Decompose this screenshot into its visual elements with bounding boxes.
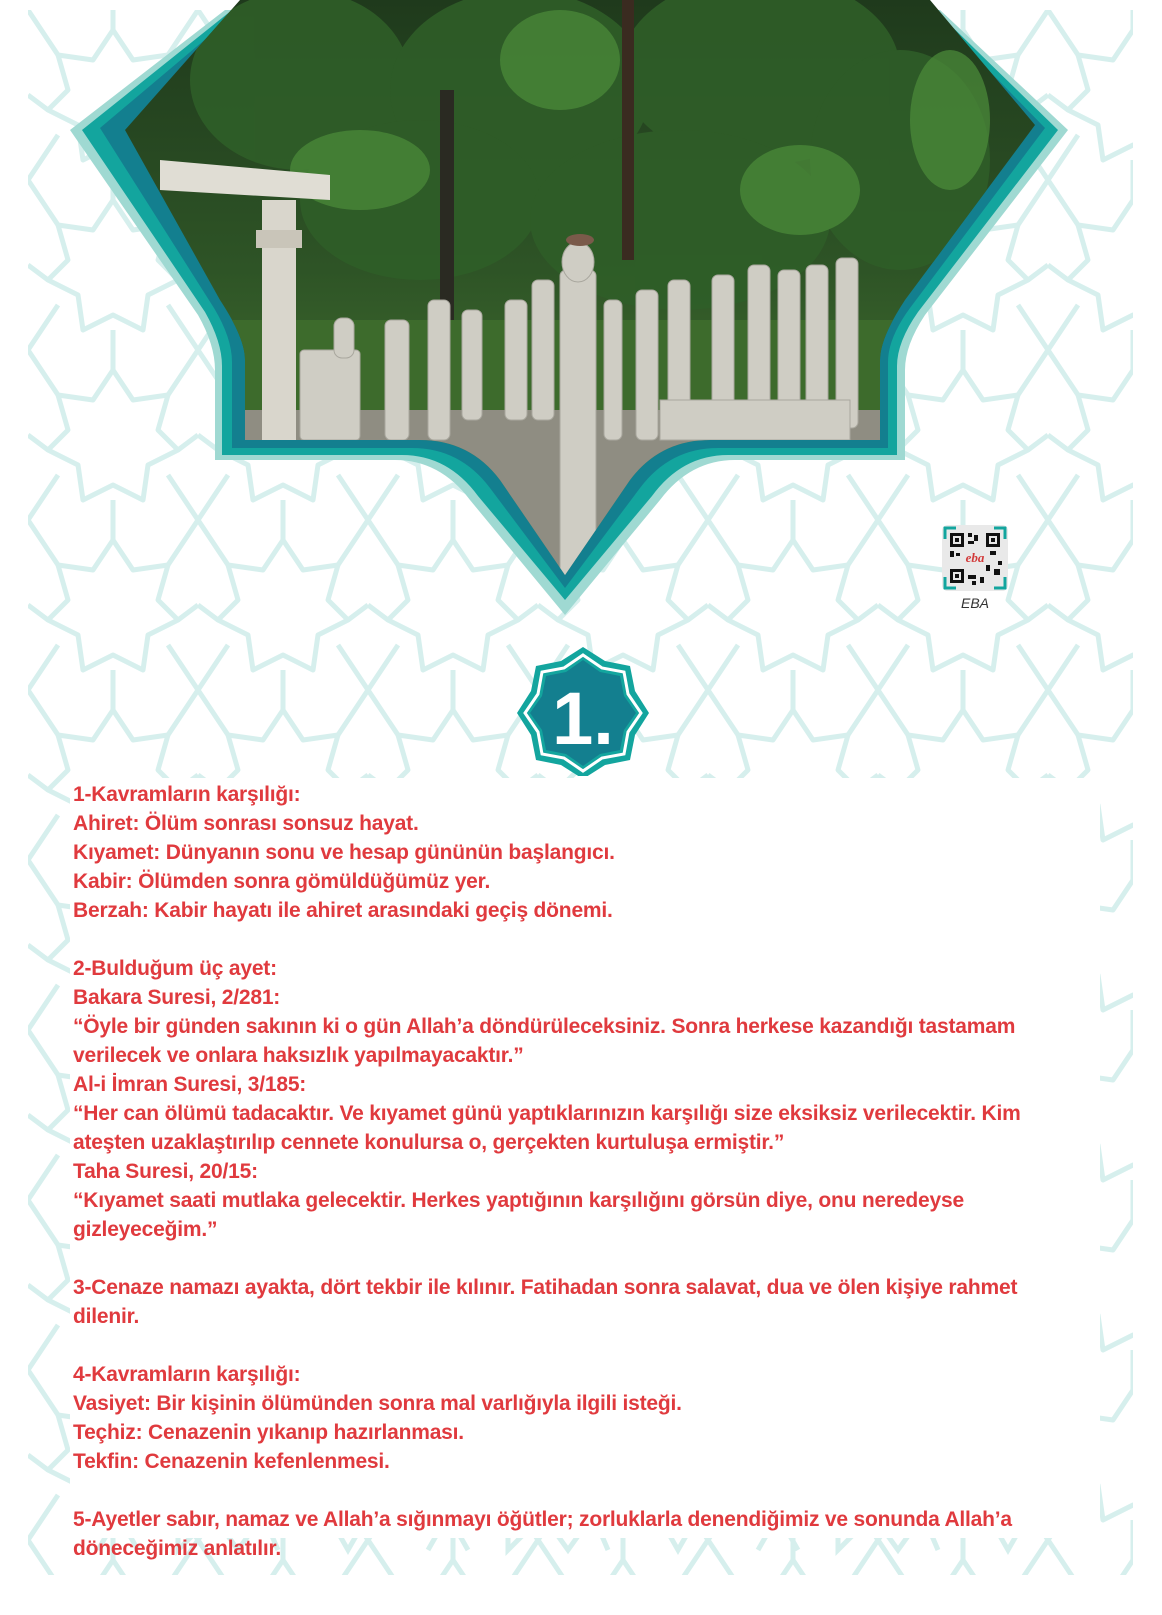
verse-ref: Taha Suresi, 20/15: [73, 1160, 258, 1183]
verse-ref: Al-i İmran Suresi, 3/185: [73, 1073, 307, 1096]
spacer [73, 1476, 1103, 1505]
section-4-title: 4-Kavramların karşılığı: [73, 1363, 301, 1386]
answer-key-content [73, 780, 1103, 1563]
section-1-title: 1-Kavramların karşılığı: [73, 783, 301, 806]
qr-caption: EBA [960, 595, 989, 611]
definition-vasiyet: Vasiyet: Bir kişinin ölümünden sonra mal varlığıyla ilgili isteği. [73, 1392, 682, 1415]
verse-text: ateşten uzaklaştırılıp cennete konulursa o, gerçekten kurtuluşa ermiştir.” [73, 1131, 785, 1154]
definition-kabir: Kabir: Ölümden sonra gömüldüğümüz yer. [73, 870, 491, 893]
spacer [73, 1244, 1103, 1273]
section-5-text: 5-Ayetler sabır, namaz ve Allah’a sığınmayı öğütler; zorluklarla denendiğimiz ve sonunda Allah’a [73, 1508, 1012, 1531]
verse-text: gizleyeceğim.” [73, 1218, 218, 1241]
section-3-text: 3-Cenaze namazı ayakta, dört tekbir ile kılınır. Fatihadan sonra salavat, dua ve ölen kişiye rahmet [73, 1276, 1018, 1299]
section-2-title: 2-Bulduğum üç ayet: [73, 957, 277, 980]
spacer [73, 1331, 1103, 1360]
qr-code-icon[interactable] [942, 525, 1008, 591]
spacer [73, 925, 1103, 954]
definition-techiz: Teçhiz: Cenazenin yıkanıp hazırlanması. [73, 1421, 464, 1444]
section-3-text: dilenir. [73, 1305, 140, 1328]
verse-text: verilecek ve onlara haksızlık yapılmayacaktır.” [73, 1044, 524, 1067]
definition-tekfin: Tekfin: Cenazenin kefenlenmesi. [73, 1450, 390, 1473]
section-number-badge [508, 646, 658, 776]
definition-kiyamet: Kıyamet: Dünyanın sonu ve hesap gününün başlangıcı. [73, 841, 615, 864]
verse-text: “Kıyamet saati mutlaka gelecektir. Herkes yaptığının karşılığını görsün diye, onu neredeyse [73, 1189, 964, 1212]
verse-text: “Her can ölümü tadacaktır. Ve kıyamet günü yaptıklarınızın karşılığı size eksiksiz verilecektir. Kim [73, 1102, 1021, 1125]
badge-number: 1. [552, 676, 614, 760]
definition-ahiret: Ahiret: Ölüm sonrası sonsuz hayat. [73, 812, 419, 835]
definition-berzah: Berzah: Kabir hayatı ile ahiret arasındaki geçiş dönemi. [73, 899, 613, 922]
section-5-text: döneceğimiz anlatılır. [73, 1537, 281, 1560]
verse-ref: Bakara Suresi, 2/281: [73, 986, 281, 1009]
verse-text: “Öyle bir günden sakının ki o gün Allah’a döndürüleceksiniz. Sonra herkese kazandığı tastamam [73, 1015, 1016, 1038]
svg-text:eba: eba [965, 550, 985, 565]
eba-qr-block[interactable] [940, 525, 1010, 615]
